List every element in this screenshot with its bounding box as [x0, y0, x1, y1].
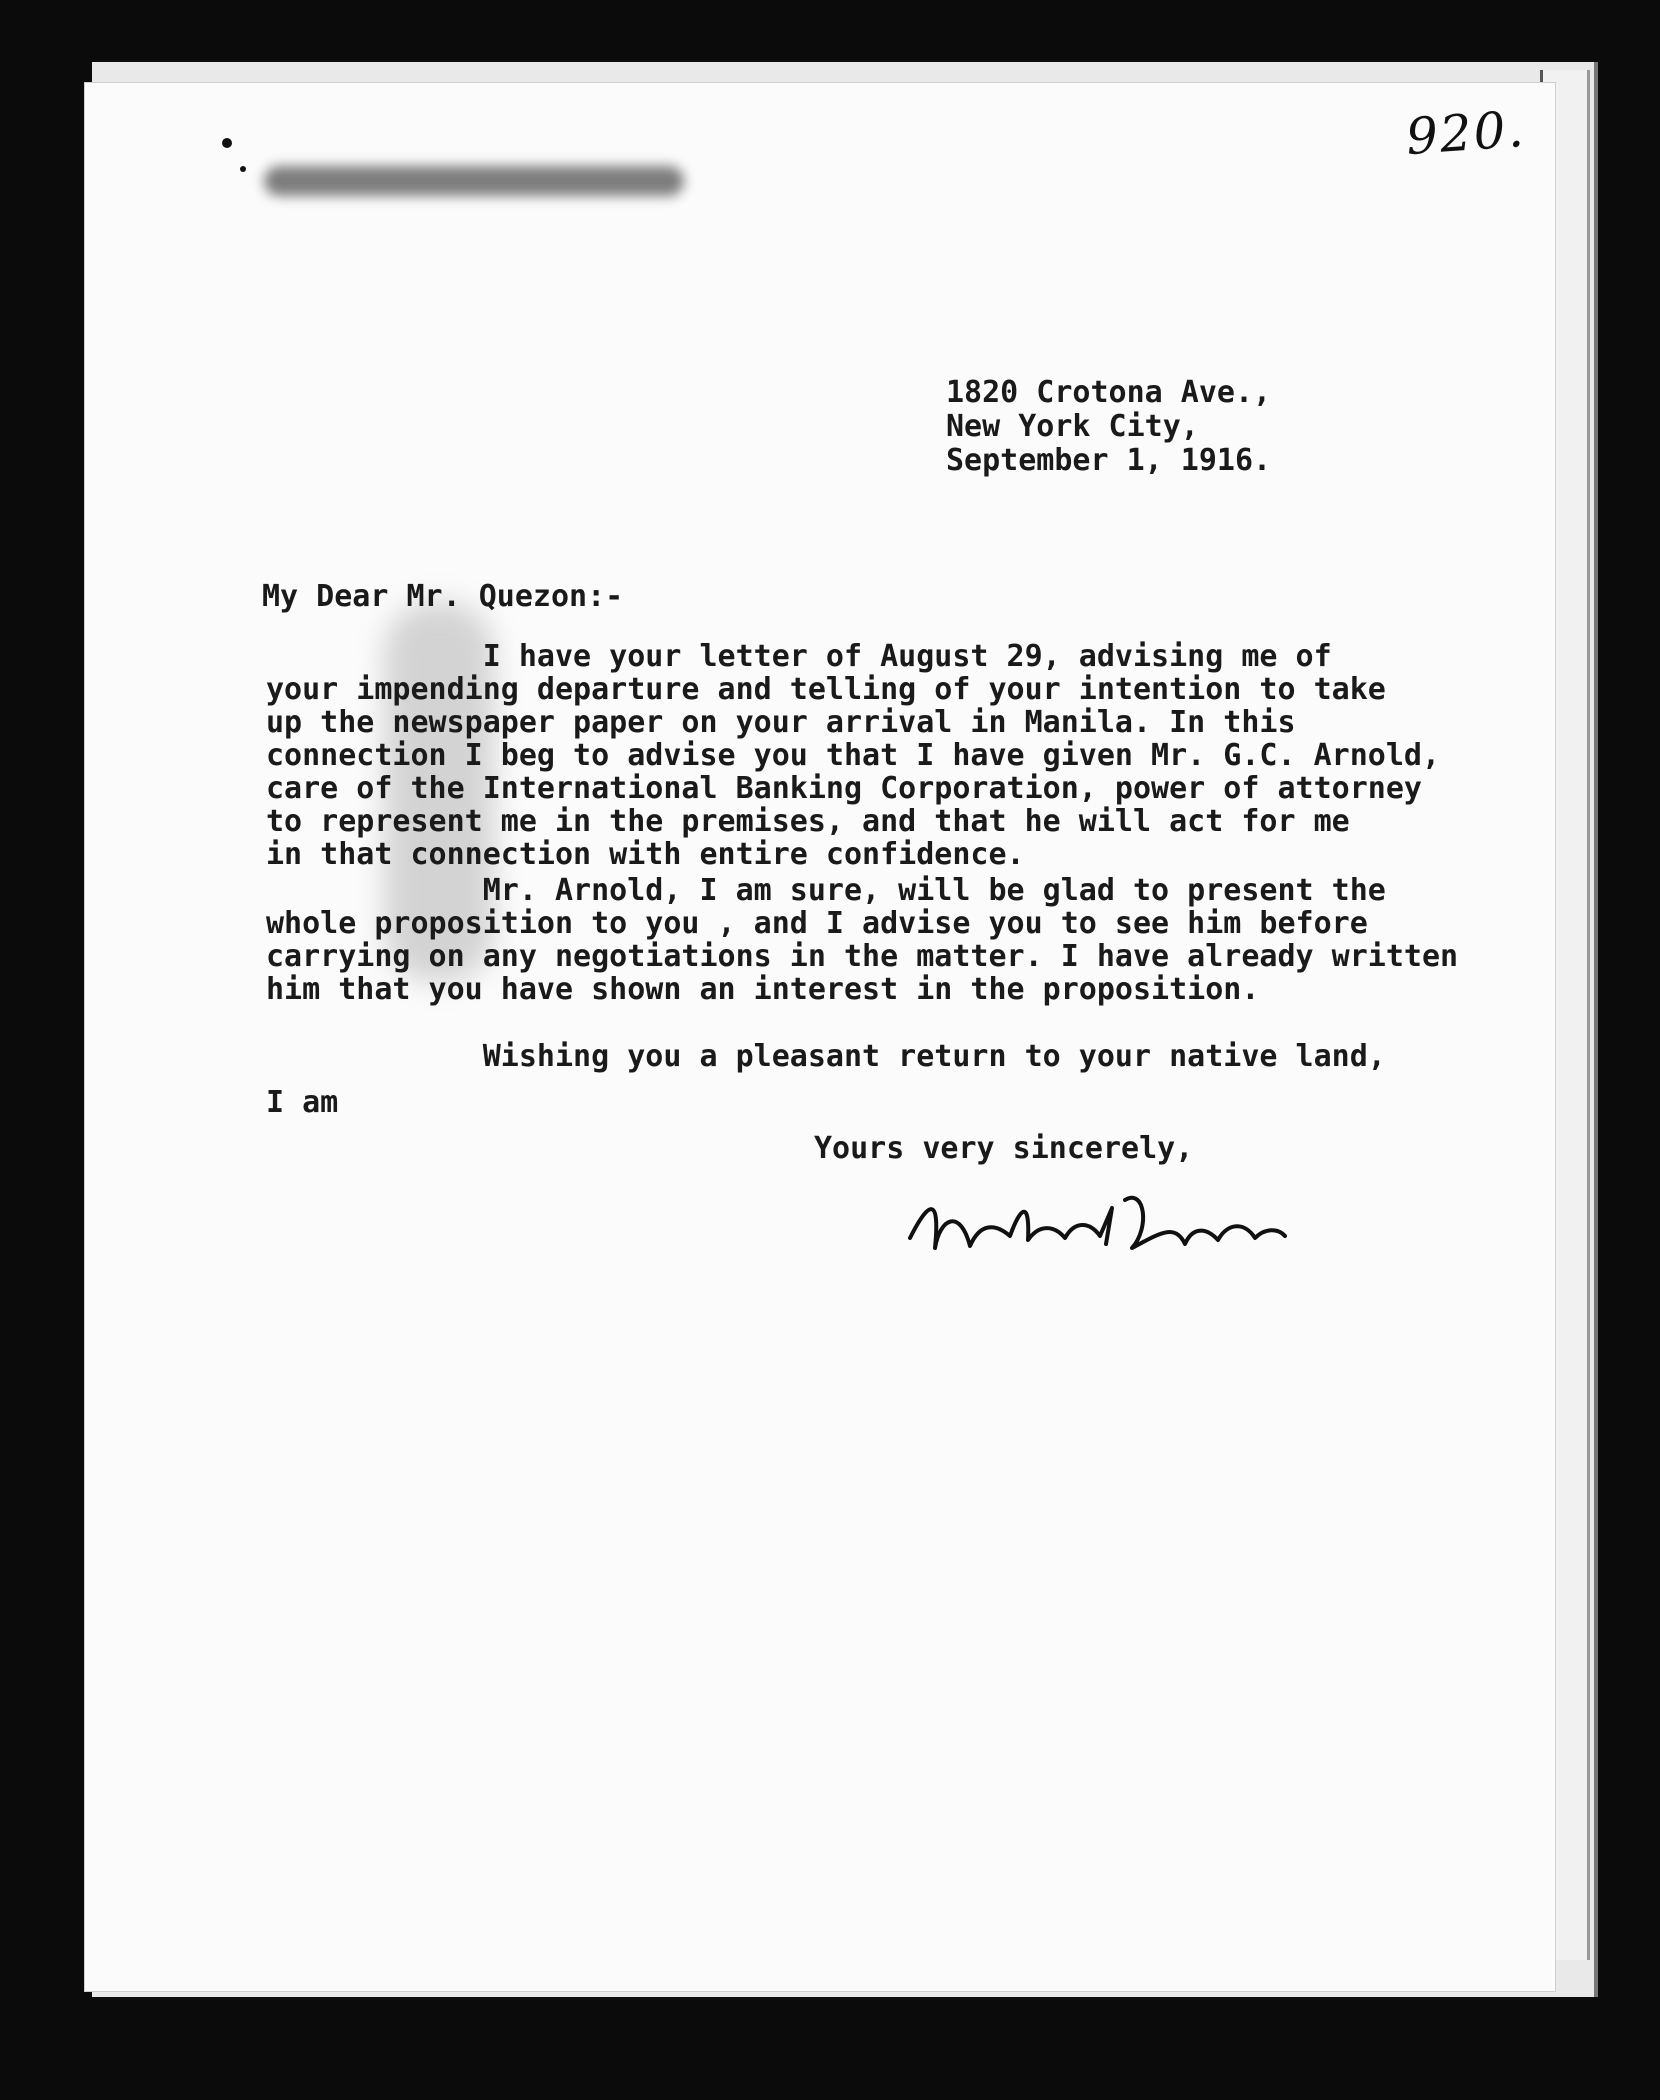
complimentary-close: Yours very sincerely, — [814, 1131, 1194, 1166]
paragraph-1-line: up the newspaper paper on your arrival in Manila. In this — [266, 705, 1296, 740]
address-date: September 1, 1916. — [946, 443, 1272, 478]
paragraph-2-line: whole proposition to you , and I advise you to see him before — [266, 906, 1368, 941]
paragraph-1-line: connection I beg to advise you that I have given Mr. G.C. Arnold, — [266, 738, 1440, 773]
paragraph-2-line: Mr. Arnold, I am sure, will be glad to present the — [266, 873, 1386, 908]
ink-dot — [222, 138, 232, 148]
handwritten-signature — [900, 1178, 1290, 1268]
paragraph-1-line: I have your letter of August 29, advising me of — [266, 639, 1332, 674]
ink-smudge — [264, 166, 684, 196]
i-am-line: I am — [266, 1085, 339, 1120]
closing-line: Wishing you a pleasant return to your native land, — [266, 1039, 1386, 1074]
salutation: My Dear Mr. Quezon:- — [262, 579, 624, 614]
ink-dot — [240, 166, 246, 172]
paragraph-1-line: your impending departure and telling of your intention to take — [266, 672, 1386, 707]
address-city: New York City, — [946, 409, 1199, 444]
address-street: 1820 Crotona Ave., — [946, 375, 1272, 410]
letter-page — [84, 82, 1556, 1992]
paragraph-2-line: carrying on any negotiations in the matter. I have already written — [266, 939, 1459, 974]
page-number: 920. — [1404, 99, 1528, 167]
paragraph-1-line: to represent me in the premises, and that he will act for me — [266, 804, 1350, 839]
paragraph-1-line: in that connection with entire confidence. — [266, 837, 1025, 872]
paragraph-1-line: care of the International Banking Corporation, power of attorney — [266, 771, 1422, 806]
paragraph-2-line: him that you have shown an interest in the proposition. — [266, 972, 1260, 1007]
